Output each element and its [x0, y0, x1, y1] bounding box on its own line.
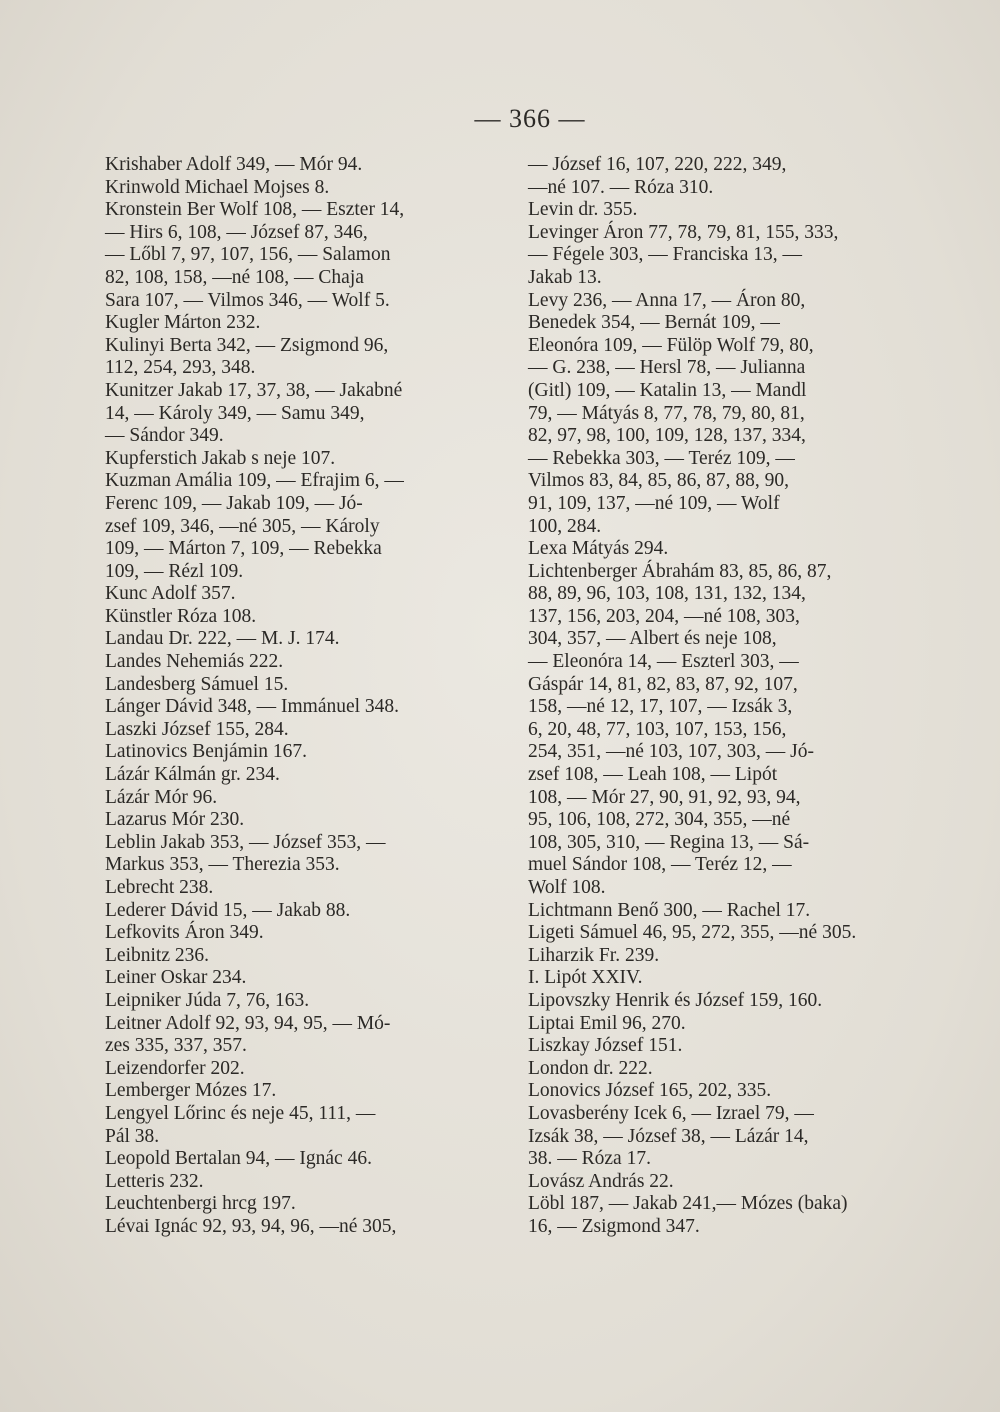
entry-line: Liharzik Fr. 239. — [528, 944, 660, 966]
index-entry — [105, 606, 525, 629]
index-entry — [528, 990, 948, 1013]
index-entry — [528, 1171, 948, 1194]
entry-line: Krishaber Adolf 349, — Mór 94. — [105, 154, 363, 175]
entry-line: 108, 305, 310, — Regina 13, — Sá- — [528, 831, 810, 853]
entry-line: Markus 353, — Therezia 353. — [105, 854, 340, 876]
entry-line: Lichtenberger Ábrahám 83, 85, 86, 87, — [528, 560, 832, 582]
entry-line: Lánger Dávid 348, — Immánuel 348. — [105, 696, 400, 718]
entry-line: 95, 106, 108, 272, 304, 355, —né — [528, 809, 791, 831]
index-entry — [105, 945, 525, 968]
entry-line: 254, 351, —né 103, 107, 303, — Jó- — [528, 741, 814, 763]
entry-line: Ligeti Sámuel 46, 95, 272, 355, —né 305. — [528, 922, 857, 944]
entry-line: 82, 108, 158, —né 108, — Chaja — [105, 266, 364, 288]
index-entry — [528, 290, 948, 539]
entry-line: Lengyel Lőrinc és neje 45, 111, — — [105, 1102, 376, 1124]
entry-line: Levin dr. 355. — [528, 199, 638, 221]
index-entry — [105, 1103, 525, 1148]
entry-line: Leipniker Júda 7, 76, 163. — [105, 989, 310, 1011]
right-column — [528, 154, 948, 1239]
entry-line: Landes Nehemiás 222. — [105, 651, 284, 673]
index-entry — [105, 651, 525, 674]
entry-line: I. Lipót XXIV. — [528, 967, 643, 989]
entry-line: 158, —né 12, 17, 107, — Izsák 3, — [528, 696, 793, 718]
entry-line: 112, 254, 293, 348. — [105, 357, 256, 379]
index-entry — [528, 1103, 948, 1171]
index-entry — [528, 199, 948, 222]
entry-line: Lipovszky Henrik és József 159, 160. — [528, 989, 823, 1011]
index-entry — [105, 583, 525, 606]
entry-line: — Eleonóra 14, — Eszterl 303, — — [528, 651, 799, 673]
entry-line: Pál 38. — [105, 1125, 160, 1147]
entry-line: Liptai Emil 96, 270. — [528, 1012, 686, 1034]
entry-line: Benedek 354, — Bernát 109, — — [528, 312, 780, 334]
index-entry — [105, 719, 525, 742]
index-entry — [528, 1035, 948, 1058]
index-entry — [105, 764, 525, 787]
entry-line: 14, — Károly 349, — Samu 349, — [105, 402, 365, 424]
entry-line: Leizendorfer 202. — [105, 1057, 245, 1079]
index-entry — [105, 1013, 525, 1058]
entry-line: Leiner Oskar 234. — [105, 967, 247, 989]
entry-line: Krinwold Michael Mojses 8. — [105, 176, 330, 198]
entry-line: Gáspár 14, 81, 82, 83, 87, 92, 107, — [528, 673, 798, 695]
entry-line: 16, — Zsigmond 347. — [528, 1215, 700, 1237]
index-entry — [105, 1193, 525, 1216]
entry-line: 82, 97, 98, 100, 109, 128, 137, 334, — [528, 425, 806, 447]
entry-line: Künstler Róza 108. — [105, 605, 257, 627]
entry-line: Levy 236, — Anna 17, — Áron 80, — [528, 289, 806, 311]
entry-line: Jakab 13. — [528, 266, 602, 288]
entry-line: Lovász András 22. — [528, 1170, 674, 1192]
index-entry — [105, 1148, 525, 1171]
entry-line: zes 335, 337, 357. — [105, 1035, 247, 1057]
entry-line: Lichtmann Benő 300, — Rachel 17. — [528, 899, 811, 921]
entry-line: Latinovics Benjámin 167. — [105, 741, 308, 763]
index-entry — [105, 1216, 525, 1239]
entry-line: Kunc Adolf 357. — [105, 583, 236, 605]
index-entry — [105, 967, 525, 990]
entry-line: Sara 107, — Vilmos 346, — Wolf 5. — [105, 289, 390, 311]
index-entry — [105, 900, 525, 923]
entry-line: Kuzman Amália 109, — Efrajim 6, — — [105, 470, 404, 492]
entry-line: — József 16, 107, 220, 222, 349, — [528, 154, 787, 175]
entry-line: — Rebekka 303, — Teréz 109, — — [528, 447, 795, 469]
entry-line: 109, — Rézl 109. — [105, 560, 244, 582]
entry-line: Liszkay József 151. — [528, 1035, 683, 1057]
entry-line: Kupferstich Jakab s neje 107. — [105, 447, 336, 469]
entry-line: Laszki József 155, 284. — [105, 718, 289, 740]
entry-line: 100, 284. — [528, 515, 602, 537]
entry-line: — Lőbl 7, 97, 107, 156, — Salamon — [105, 244, 391, 266]
entry-line: Wolf 108. — [528, 877, 606, 898]
entry-line: Lefkovits Áron 349. — [105, 922, 264, 944]
index-entry — [528, 945, 948, 968]
entry-line: Kunitzer Jakab 17, 37, 38, — Jakabné — [105, 379, 403, 401]
index-entry — [105, 1171, 525, 1194]
entry-line: Lévai Ignác 92, 93, 94, 96, —né 305, — [105, 1215, 397, 1237]
index-entry — [105, 674, 525, 697]
entry-line: Landau Dr. 222, — M. J. 174. — [105, 628, 340, 650]
index-entry — [528, 1080, 948, 1103]
left-column — [105, 154, 525, 1239]
index-entry — [105, 380, 525, 448]
index-entry — [528, 154, 948, 199]
page-number: — 366 — — [474, 104, 586, 133]
entry-line: — G. 238, — Hersl 78, — Julianna — [528, 357, 806, 379]
entry-line: 108, — Mór 27, 90, 91, 92, 93, 94, — [528, 786, 801, 808]
entry-line: Vilmos 83, 84, 85, 86, 87, 88, 90, — [528, 470, 790, 492]
index-entry — [105, 787, 525, 810]
index-entry — [528, 922, 948, 945]
entry-line: Kronstein Ber Wolf 108, — Eszter 14, — [105, 199, 405, 221]
entry-line: Ferenc 109, — Jakab 109, — Jó- — [105, 492, 363, 514]
index-entry — [528, 538, 948, 561]
index-entry — [105, 832, 525, 877]
entry-line: Löbl 187, — Jakab 241,— Mózes (baka) — [528, 1193, 848, 1215]
entry-line: Leuchtenbergi hrcg 197. — [105, 1193, 296, 1215]
entry-line: Landesberg Sámuel 15. — [105, 673, 289, 695]
entry-line: Lexa Mátyás 294. — [528, 538, 669, 560]
index-entry — [528, 1193, 948, 1238]
index-entry — [105, 809, 525, 832]
index-entry — [528, 900, 948, 923]
entry-line: Izsák 38, — József 38, — Lázár 14, — [528, 1125, 809, 1147]
index-entry — [105, 1080, 525, 1103]
entry-line: — Hirs 6, 108, — József 87, 346, — [105, 221, 368, 243]
entry-line: — Sándor 349. — [105, 425, 224, 447]
entry-line: Eleonóra 109, — Fülöp Wolf 79, 80, — [528, 334, 814, 356]
index-entry — [105, 628, 525, 651]
index-entry — [105, 177, 525, 200]
index-entry — [105, 696, 525, 719]
entry-line: Lederer Dávid 15, — Jakab 88. — [105, 899, 351, 921]
index-entry — [528, 1058, 948, 1081]
entry-line: Lázár Kálmán gr. 234. — [105, 764, 280, 786]
entry-line: 88, 89, 96, 103, 108, 131, 132, 134, — [528, 583, 806, 605]
index-entry — [105, 199, 525, 312]
index-entry — [528, 967, 948, 990]
entry-line: Lonovics József 165, 202, 335. — [528, 1080, 772, 1102]
entry-line: 304, 357, — Albert és neje 108, — [528, 628, 777, 650]
index-entry — [105, 741, 525, 764]
index-entry — [105, 448, 525, 471]
entry-line: Leibnitz 236. — [105, 944, 209, 966]
entry-line: zsef 109, 346, —né 305, — Károly — [105, 515, 380, 537]
entry-line: muel Sándor 108, — Teréz 12, — — [528, 854, 792, 876]
index-entry — [528, 222, 948, 290]
index-entry — [105, 1058, 525, 1081]
entry-line: zsef 108, — Leah 108, — Lipót — [528, 764, 778, 786]
entry-line: Leitner Adolf 92, 93, 94, 95, — Mó- — [105, 1012, 391, 1034]
entry-line: Leopold Bertalan 94, — Ignác 46. — [105, 1148, 372, 1170]
entry-line: Letteris 232. — [105, 1170, 204, 1192]
entry-line: (Gitl) 109, — Katalin 13, — Mandl — [528, 379, 807, 401]
entry-line: 6, 20, 48, 77, 103, 107, 153, 156, — [528, 718, 787, 740]
entry-line: Lebrecht 238. — [105, 877, 214, 898]
entry-line: Leblin Jakab 353, — József 353, — — [105, 831, 386, 853]
index-entry — [528, 1013, 948, 1036]
entry-line: London dr. 222. — [528, 1057, 653, 1079]
entry-line: Kulinyi Berta 342, — Zsigmond 96, — [105, 334, 389, 356]
entry-line: Lovasberény Icek 6, — Izrael 79, — — [528, 1102, 814, 1124]
index-entry — [105, 335, 525, 380]
entry-line: Lázár Mór 96. — [105, 786, 218, 808]
entry-line: Levinger Áron 77, 78, 79, 81, 155, 333, — [528, 221, 839, 243]
entry-line: 109, — Márton 7, 109, — Rebekka — [105, 538, 382, 560]
entry-line: 79, — Mátyás 8, 77, 78, 79, 80, 81, — [528, 402, 805, 424]
entry-line: 137, 156, 203, 204, —né 108, 303, — [528, 605, 800, 627]
entry-line: 38. — Róza 17. — [528, 1148, 651, 1170]
index-entry — [105, 154, 525, 177]
index-entry — [105, 990, 525, 1013]
index-entry — [105, 877, 525, 900]
entry-line: 91, 109, 137, —né 109, — Wolf — [528, 492, 780, 514]
entry-line: Lazarus Mór 230. — [105, 809, 245, 831]
index-entry — [105, 470, 525, 583]
entry-line: Lemberger Mózes 17. — [105, 1080, 277, 1102]
index-entry — [528, 561, 948, 900]
entry-line: —né 107. — Róza 310. — [528, 176, 714, 198]
index-entry — [105, 312, 525, 335]
index-entry — [105, 922, 525, 945]
entry-line: — Fégele 303, — Franciska 13, — — [528, 244, 803, 266]
entry-line: Kugler Márton 232. — [105, 312, 261, 334]
